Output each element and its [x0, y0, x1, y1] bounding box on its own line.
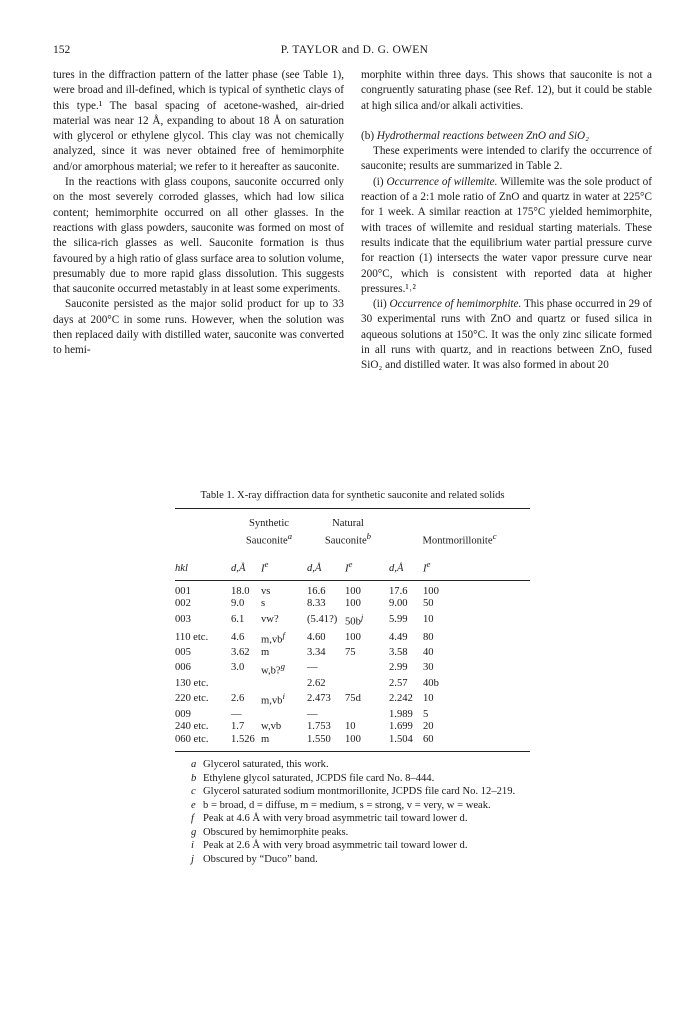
col-header-intensity — [345, 548, 389, 581]
cell-d: 5.99 — [389, 613, 408, 625]
footnote — [191, 853, 530, 867]
footnote-text: Obscured by hemimorphite peaks. — [203, 826, 349, 838]
header-spacer — [175, 509, 231, 548]
cell-intensity: 100 — [423, 585, 439, 597]
group-line: Montmorillonite — [422, 535, 493, 547]
right-column — [361, 68, 652, 374]
paragraph: morphite within three days. This shows that sauconite is not a congruently saturating phase (see Ref. 12), but it could be stable at high silica and/or alkali activities. — [361, 69, 652, 112]
col-header-intensity — [423, 548, 530, 581]
cell-d: — — [307, 708, 318, 720]
paragraph: Sauconite persisted as the major solid product for up to 33 days at 200°C in some runs. However, when the solution was then replaced daily with distilled water, sauconite was converted to hemi- — [53, 298, 344, 357]
section-heading — [361, 129, 652, 144]
group-line: Natural — [332, 518, 364, 529]
subsection-title: Occurrence of hemimorphite. — [389, 298, 522, 311]
cell-intensity — [261, 629, 307, 647]
cell-intensity: 75 — [345, 647, 356, 659]
paragraph-body: This phase occurred in 29 of 30 experimental runs with ZnO and quartz or fused silica in aqueous solutions at 150°C. It was the only zinc silicate formed in all runs with quartz, and in reactions between ZnO, fused SiO₂ and distilled water. It was also formed in about 20 — [361, 298, 653, 372]
table-1 — [175, 489, 530, 866]
footnote-mark: c — [492, 531, 497, 541]
subsection-label: (i) — [373, 175, 387, 188]
table-row — [175, 647, 530, 660]
paragraph-body: Willemite was the sole product of reaction of a 2:1 mole ratio of ZnO and quartz in water at 225°C for 1 week. A similar reaction at 175°C yielded hemimorphite, with traces of willemite and residual starting materials. These results indicate that the equilibrium water partial pressure curve for reaction (1) intersects the water vapor pressure curve near 200°C, which is consistent with reported data at higher pressures.¹˒² — [361, 175, 652, 295]
footnote-text: Obscured by “Duco” band. — [203, 853, 318, 865]
footnote-text: Glycerol saturated sodium montmorillonite, JCPDS file card No. 12–219. — [203, 786, 516, 798]
cell-intensity: 100 — [345, 598, 361, 610]
cell-d: 16.6 — [307, 585, 326, 597]
col-header-d: d,Å — [307, 563, 322, 575]
cell-intensity — [261, 678, 307, 691]
running-header — [53, 44, 656, 60]
cell-d: 2.57 — [389, 677, 408, 689]
cell-d: 2.242 — [389, 693, 413, 705]
footnote — [191, 812, 530, 826]
table-body — [175, 581, 530, 752]
spacer — [361, 114, 652, 129]
table-footnotes — [175, 758, 530, 866]
col-header-d: d,Å — [231, 563, 246, 575]
cell-hkl: 005 — [175, 647, 191, 659]
footnote-mark: g — [280, 660, 286, 671]
footnote-mark: e — [426, 558, 431, 569]
cell-d: 9.00 — [389, 598, 408, 610]
footnote-mark: j — [360, 611, 364, 622]
cell-intensity — [345, 709, 389, 722]
table-row — [175, 734, 530, 752]
cell-intensity: 100 — [345, 733, 361, 745]
column-group-montmorillonite — [389, 509, 530, 548]
footnote — [191, 839, 530, 853]
cell-d: 1.550 — [307, 733, 331, 745]
cell-intensity — [261, 660, 307, 678]
table-row — [175, 581, 530, 599]
section-title: Hydrothermal reactions between ZnO and SiO₂ — [376, 129, 590, 142]
cell-d: 1.526 — [231, 733, 255, 745]
cell-d: 1.504 — [389, 733, 413, 745]
cell-d: 1.699 — [389, 721, 413, 733]
page-number: 152 — [53, 44, 71, 56]
cell-intensity — [345, 611, 389, 629]
cell-intensity: 100 — [345, 631, 361, 643]
cell-intensity: s — [261, 598, 266, 610]
cell-intensity: 10 — [345, 721, 356, 733]
cell-d: 3.34 — [307, 647, 326, 659]
paragraph: In the reactions with glass coupons, sauconite occurred only on the most severely corroded glasses, which had low silica content; hemimorphite occurred on all other glasses. In the reactions with glass powders, sauconite was formed on most of the silica-rich glasses as well. Sauconite formation is thus favoured by a high ratio of glass surface area to solution volume, presumably due to more rapid glass dissolution. This suggests that sauconite occurred metastably in at least some experiments. — [53, 176, 344, 296]
footnote-mark: e — [348, 558, 353, 569]
cell-d: — — [307, 662, 318, 674]
cell-d: 3.58 — [389, 647, 408, 659]
group-line: Sauconite — [324, 535, 367, 547]
subsection-label: (ii) — [373, 298, 390, 311]
cell-d: 4.49 — [389, 631, 408, 643]
cell-intensity: 100 — [345, 585, 361, 597]
cell-d: 2.99 — [389, 662, 408, 674]
footnote — [191, 799, 530, 813]
cell-hkl: 060 etc. — [175, 733, 209, 745]
cell-intensity: vs — [261, 585, 271, 597]
footnote-key: g — [191, 826, 197, 838]
cell-text: 50b — [345, 616, 361, 628]
footnote-text: Peak at 2.6 Å with very broad asymmetric tail toward lower d. — [203, 840, 468, 852]
col-header-intensity — [261, 548, 307, 581]
footnote-key: e — [191, 799, 196, 811]
table-row — [175, 721, 530, 734]
cell-hkl: 130 etc. — [175, 677, 209, 689]
cell-intensity: 30 — [423, 662, 434, 674]
cell-hkl: 110 etc. — [175, 631, 209, 643]
footnote-key: f — [191, 813, 194, 825]
cell-d: 1.989 — [389, 708, 413, 720]
col-header-text: I — [423, 563, 427, 575]
cell-d: 9.0 — [231, 598, 245, 610]
cell-intensity: 10 — [423, 613, 434, 625]
column-group-synthetic — [231, 509, 307, 548]
xrd-table — [175, 508, 530, 751]
cell-intensity: 60 — [423, 733, 434, 745]
cell-d: 8.33 — [307, 598, 326, 610]
cell-d: 4.60 — [307, 631, 326, 643]
cell-hkl: 001 — [175, 585, 191, 597]
cell-text: m,vb — [261, 634, 283, 646]
cell-intensity: 40 — [423, 647, 434, 659]
column-group-natural — [307, 509, 389, 548]
table-row — [175, 598, 530, 611]
cell-intensity: m — [261, 647, 270, 659]
footnote-key: a — [191, 759, 197, 771]
group-line: Sauconite — [245, 535, 288, 547]
footnote-mark: b — [366, 531, 372, 541]
cell-d: 3.62 — [231, 647, 250, 659]
footnote-key: i — [191, 840, 194, 852]
table-bottom-rule — [175, 751, 530, 752]
cell-d: 3.0 — [231, 662, 245, 674]
footnote — [191, 785, 530, 799]
col-header-text: I — [345, 563, 349, 575]
cell-text: w,b? — [261, 665, 281, 677]
cell-hkl: 003 — [175, 613, 191, 625]
cell-d — [231, 678, 261, 691]
footnote-mark: a — [287, 531, 293, 541]
footnote-mark: i — [282, 691, 285, 702]
col-header-hkl: hkl — [175, 563, 188, 575]
cell-intensity: 80 — [423, 631, 434, 643]
cell-d: 1.753 — [307, 721, 331, 733]
cell-intensity — [345, 660, 389, 678]
left-column — [53, 68, 344, 359]
cell-d: 4.6 — [231, 631, 245, 643]
table-row — [175, 709, 530, 722]
cell-text: m,vb — [261, 695, 283, 707]
cell-hkl: 220 etc. — [175, 693, 209, 705]
cell-d: 2.473 — [307, 693, 331, 705]
footnote-key: c — [191, 786, 196, 798]
cell-d: 17.6 — [389, 585, 408, 597]
paragraph: These experiments were intended to clarify the occurrence of sauconite; results are summarized in Table 2. — [361, 145, 652, 173]
cell-d: 18.0 — [231, 585, 250, 597]
footnote-text: Ethylene glycol saturated, JCPDS file card No. 8–444. — [203, 772, 435, 784]
footnote-text: Peak at 4.6 Å with very broad asymmetric tail toward lower d. — [203, 813, 468, 825]
cell-intensity — [261, 690, 307, 708]
running-title: P. TAYLOR and D. G. OWEN — [280, 44, 429, 56]
footnote — [191, 758, 530, 772]
cell-intensity: 5 — [423, 708, 429, 720]
cell-d: 6.1 — [231, 613, 245, 625]
section-label: (b) — [361, 129, 377, 142]
cell-intensity: 40b — [423, 677, 439, 689]
table-row — [175, 660, 530, 678]
cell-hkl: 240 etc. — [175, 721, 209, 733]
cell-d: 2.62 — [307, 677, 326, 689]
table-row — [175, 611, 530, 629]
table-row — [175, 690, 530, 708]
cell-intensity: vw? — [261, 613, 279, 625]
cell-intensity: m — [261, 733, 270, 745]
footnote-key: b — [191, 772, 197, 784]
paragraph — [361, 175, 652, 297]
cell-intensity: 75d — [345, 693, 361, 705]
cell-intensity — [261, 709, 307, 722]
group-line: Synthetic — [248, 518, 290, 529]
cell-hkl: 009 — [175, 708, 191, 720]
cell-intensity: 10 — [423, 693, 434, 705]
paragraph — [361, 297, 652, 373]
footnote — [191, 772, 530, 786]
cell-d: — — [231, 708, 242, 720]
footnote — [191, 826, 530, 840]
footnote-text: Glycerol saturated, this work. — [203, 759, 329, 771]
cell-hkl: 002 — [175, 598, 191, 610]
footnote-mark: f — [282, 629, 285, 640]
cell-intensity: 50 — [423, 598, 434, 610]
cell-d: 2.6 — [231, 693, 245, 705]
footnote-key: j — [191, 853, 194, 865]
cell-d: 1.7 — [231, 721, 245, 733]
table-row — [175, 629, 530, 647]
cell-intensity: 20 — [423, 721, 434, 733]
table-caption: Table 1. X-ray diffraction data for synthetic sauconite and related solids — [200, 490, 505, 501]
footnote-text: b = broad, d = diffuse, m = medium, s = strong, v = very, w = weak. — [203, 799, 491, 811]
col-header-d: d,Å — [389, 563, 404, 575]
paragraph: tures in the diffraction pattern of the latter phase (see Table 1), were broad and ill-defined, which is typical of synthetic clays of this type.¹ The basal spacing of acetone-washed, air-dried material was near 12 Å, expanding to about 18 Å on saturation with glycerol or ethylene glycol. This clay was not chemically analyzed, since it was never obtained free of hemimorphite and/or amorphous material; we refer to it hereafter as sauconite. — [53, 69, 344, 173]
cell-hkl: 006 — [175, 662, 191, 674]
table-row — [175, 678, 530, 691]
footnote-mark: e — [264, 558, 269, 569]
col-header-text: I — [261, 563, 265, 575]
cell-intensity: w,vb — [261, 721, 282, 733]
subsection-title: Occurrence of willemite. — [386, 175, 498, 188]
cell-intensity — [345, 678, 389, 691]
cell-d: (5.41?) — [307, 613, 338, 625]
